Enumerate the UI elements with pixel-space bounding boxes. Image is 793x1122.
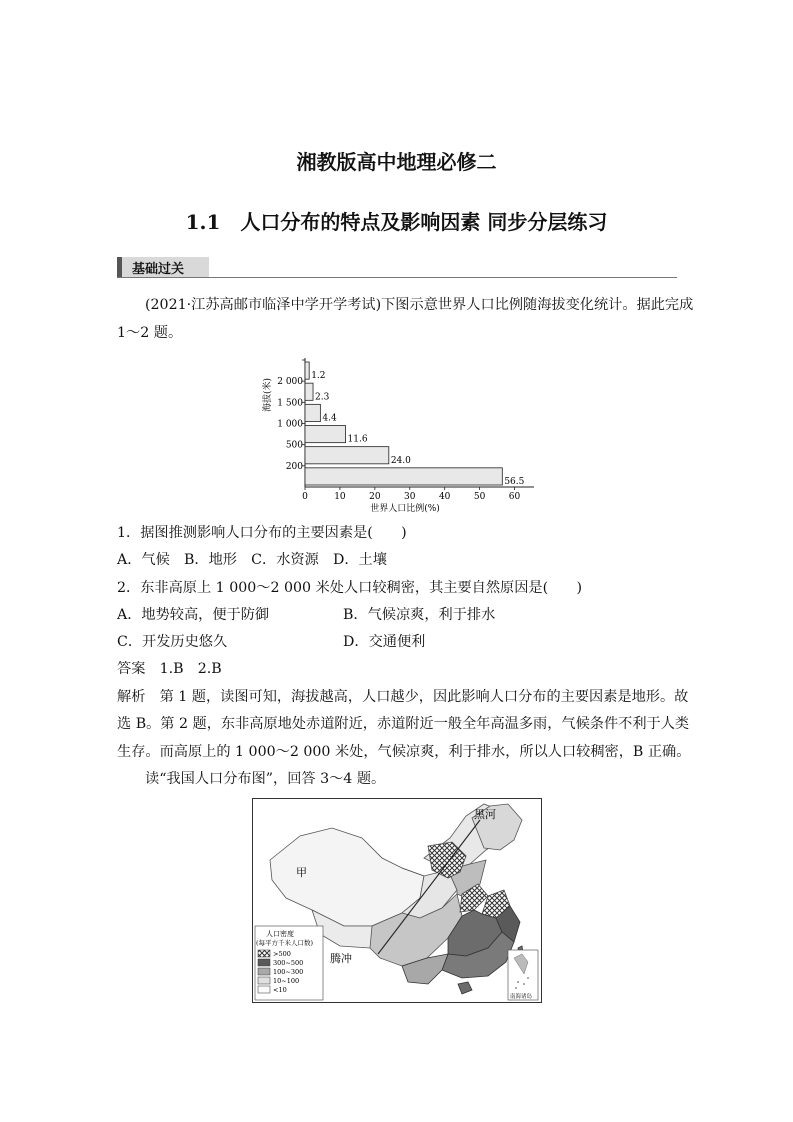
legend-item-4: <10 [273,986,287,994]
analysis-line-1: 解析 第 1 题，读图可知，海拔越高，人口越少，因此影响人口分布的主要因素是地形。故 [117,689,689,705]
y-tick-label-0: 200 [285,461,303,472]
y-tick-label-3: 1 500 [277,398,303,409]
bar-3 [305,404,320,421]
question-2-option-a: A．地势较高，便于防御 [117,607,270,623]
section-divider [117,277,677,278]
question-2-option-b: B．气候凉爽，利于排水 [343,607,496,623]
legend-item-1: 300~500 [273,959,304,967]
analysis-line-3: 生存。而高原上的 1 000～2 000 米处，气候凉爽，利于排水，所以人口较稠密，B 正确。 [117,744,691,760]
y-tick-label-4: 2 000 [277,377,303,388]
map-inset [508,950,538,1000]
analysis-line-2: 选 B。第 2 题，东非高原地处赤道附近，赤道附近一般全年高温多雨，气候条件不利于人类 [117,716,690,732]
map-label-heihe: 黑河 [474,808,496,821]
legend-item-0: >500 [273,950,291,958]
y-tick-label-1: 500 [285,440,303,451]
x-axis-label: 世界人口比例(%) [370,504,440,514]
x-tick-label-4: 40 [438,492,451,502]
question-2-option-c: C．开发历史悠久 [117,634,228,650]
bar-value-label-5: 1.2 [311,371,326,382]
intro-line-2: 1～2 题。 [117,325,183,341]
x-tick-label-2: 20 [369,492,381,502]
intro-line-1: (2021·江苏高邮市临泽中学开学考试)下图示意世界人口比例随海拔变化统计。据此完成 [145,297,694,313]
inset-label: 南海诸岛 [510,994,533,1000]
bar-5 [305,362,309,379]
bar-value-label-0: 56.5 [504,477,525,487]
intro-line-3: 读“我国人口分布图”，回答 3～4 题。 [145,771,386,787]
x-tick-label-1: 10 [334,492,346,502]
section-badge [117,257,209,277]
x-tick-label-0: 0 [302,492,308,502]
x-tick-label-5: 50 [473,492,486,502]
legend-unit: (每平方千米人口数) [256,939,314,947]
map-label-jia: 甲 [296,866,307,879]
question-2: 2．东非高原上 1 000～2 000 米处人口较稠密，其主要自然原因是( ) [117,580,583,596]
x-tick-label-3: 30 [404,492,416,502]
question-1: 1．据图推测影响人口分布的主要因素是( ) [117,525,407,541]
map-legend [255,926,323,1000]
answer-line: 答案 1.B 2.B [117,661,222,677]
bar-value-label-2: 11.6 [347,434,368,445]
section-label: 基础过关 [132,262,185,277]
bar-value-label-3: 4.4 [322,413,337,424]
china-population-map [252,798,542,1003]
y-axis-label: 海拔(米) [263,377,273,413]
x-tick-label-6: 60 [508,492,521,502]
page-subtitle: 1.1 人口分布的特点及影响因素 同步分层练习 [185,210,608,234]
y-tick-label-2: 1 000 [277,419,303,430]
map-label-tengchong: 腾冲 [330,952,352,965]
legend-item-3: 10~100 [273,977,300,985]
bar-1 [305,447,389,464]
bar-value-label-4: 2.3 [315,392,330,403]
bar-2 [305,426,346,443]
bar-value-label-1: 24.0 [390,455,411,466]
question-1-options: A．气候 B．地形 C．水资源 D．土壤 [117,552,387,568]
legend-title: 人口密度 [266,930,294,938]
bar-0 [305,468,502,485]
question-2-option-d: D．交通便利 [343,634,426,650]
bar-4 [305,383,313,400]
page-title: 湘教版高中地理必修二 [296,150,497,174]
altitude-population-chart [255,352,555,517]
legend-item-2: 100~300 [273,968,304,976]
